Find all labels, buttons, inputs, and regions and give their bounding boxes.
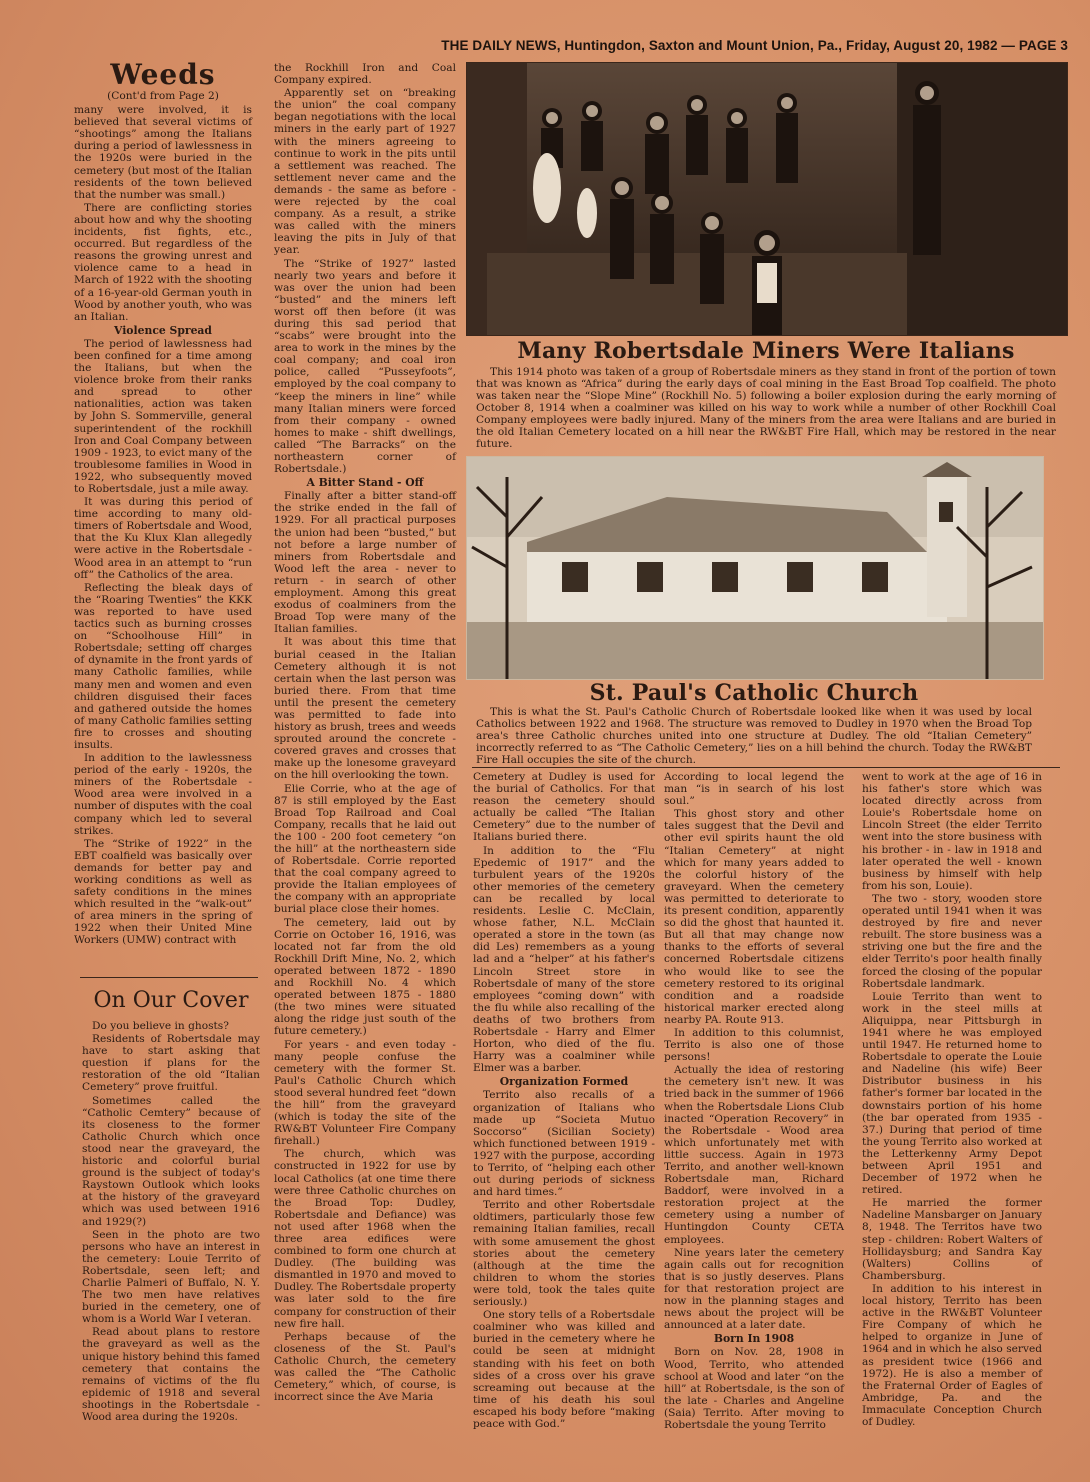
paragraph: Born on Nov. 28, 1908 in Wood, Territo, who attended school at Wood and later “on the hill” at Robertsdale, is the son of the late - Charles and Angeline (Saia) Territo. After moving to Robertsdale the young Territo <box>664 1346 844 1431</box>
paragraph: Do you believe in ghosts? <box>92 1020 229 1032</box>
paragraph: Territo also recalls of a organization of Italians who made up “Societa Mutuo Soccorso” (Sicilian Society) which functioned between 1919 - 1927 with the purpose, according to Territo, of “helping each other out during periods of sickness and hard times.” <box>473 1089 655 1199</box>
paragraph: The “Strike of 1927” lasted nearly two years and before it was over the union had been “busted” and the miners left worst off then before (it was during this sad period that “scabs” were brought into the area to work in the mines by the coal company; and coal iron police, called “Pusseyfoots”, employed by the coal company to “keep the miners in line” while many Italian miners were forced from their company - owned homes to make - shift dwellings, called “The Barracks” on the northeastern corner of Robertsdale.) <box>274 257 456 476</box>
paragraph: many were involved, it is believed that several victims of “shootings” among the Italians during a period of lawlessness in the 1920s were buried in the cemetery (but most of the Italian residents of the town believed that the number was small.) <box>74 104 252 201</box>
miners-photo-image <box>467 63 1067 335</box>
paragraph: This ghost story and other tales suggest that the Devil and other evil spirits haunt the old “Italian Cemetery” at night which for many years added to the colorful history of the graveyard. When the cemetery was permitted to deteriorate to its present condition, apparently so did the ghost that haunted it. But all that may change now thanks to the efforts of several concerned Robertsdale citizens who would like to see the cemetery restored to its original condition and a roadside historical marker erected along nearby PA. Route 913. <box>664 808 844 1026</box>
headline-weeds: Weeds <box>110 58 216 91</box>
masthead: THE DAILY NEWS, Huntingdon, Saxton and Mount Union, Pa., Friday, August 20, 1982 — PAGE 3 <box>441 38 1068 53</box>
paragraph: Finally after a bitter stand-off the strike ended in the fall of 1929. For all practical purposes the union had been “busted,” but not before a large number of miners from Robertsdale and Wood left the area - never to return - in search of other employment. Among this great exodus of coalminers from the Broad Top were many of the Italian families. <box>274 490 456 636</box>
paragraph: The two - story, wooden store operated until 1941 when it was destroyed by fire and never rebuilt. The store business was a striving one but the fire and the elder Territo's poor health finally forced the closing of the popular Robertsdale landmark. <box>862 892 1042 990</box>
paragraph: There are conflicting stories about how and why the shooting incidents, fist fights, etc., occurred. But regardless of the reasons the growing unrest and violence came to a head in March of 1922 with the shooting of a 16-year-old German youth in Wood by another youth, who was an Italian. <box>74 201 252 323</box>
photo1-headline: Many Robertsdale Miners Were Italians <box>517 338 1015 364</box>
paragraph: Seen in the photo are two persons who have an interest in the cemetery: Louie Territo of Robertsdale, seen left; and Charlie Palmeri of Buffalo, N. Y. The two men have relatives buried in the cemetery, one of whom is a World War I veteran. <box>82 1228 260 1326</box>
paragraph: The “Strike of 1922” in the EBT coalfield was basically over demands for better pay and working conditions as well as safety conditions in the mines which resulted in the “walk-out” of area miners in the spring of 1922 when their United Mine Workers (UMW) contract with <box>74 837 252 947</box>
subhead: Born In 1908 <box>713 1332 795 1346</box>
column-3 <box>473 771 655 1431</box>
column-weeds <box>74 58 252 948</box>
paragraph: He married the former Nadeline Mansbarger on January 8, 1948. The Territos have two step - children: Robert Walters of Hollidaysburg; and Sandra Kay (Walters) Collins of Chambersburg. <box>862 1197 1042 1282</box>
paragraph: Reflecting the bleak days of the “Roaring Twenties” the KKK was reported to have used tactics such as burning crosses on “Schoolhouse Hill” in Robertsdale; setting off charges of dynamite in the front yards of many Catholic families, while many men and women and even children disguised their faces and gathered outside the homes of many Catholic families setting fire to crosses and shouting insults. <box>74 581 252 751</box>
headline-on-our-cover: On Our Cover <box>93 988 249 1013</box>
paragraph: One story tells of a Robertsdale coalminer who was killed and buried in the cemetery where he could be seen at midnight standing with his feet on both sides of a cross over his grave screaming out because at the time of his death his soul escaped his body before “making peace with God.” <box>473 1309 655 1430</box>
paragraph: Perhaps because of the closeness of the St. Paul's Catholic Church, the cemetery was called the “The Catholic Cemetery,” which, of course, is incorrect since the Ave Maria <box>274 1330 456 1404</box>
paragraph: The period of lawlessness had been confined for a time among the Italians, but when the violence broke from their ranks and spread to other nationalities, action was taken by John S. Sommerville, general superintendent of the rockhill Iron and Coal Company between 1909 - 1923, to evict many of the troublesome families in Wood in 1922, who subsequently moved to Robertsdale, just a mile away. <box>74 337 252 495</box>
paragraph: In addition to his interest in local history, Territo has been active in the RW&BT Volunteer Fire Company of which he helped to organize in June of 1964 and in which he also served as president twice (1966 and 1972). He is also a member of the Fraternal Order of Eagles of Ambridge, Pa. and the Immaculate Conception Church of Dudley. <box>862 1282 1042 1428</box>
paragraph: For years - and even today - many people confuse the cemetery with the former St. Paul's Catholic Church which stood several hundred feet “down the hill” from the graveyard (which is today the site of the RW&BT Volunteer Fire Company firehall.) <box>274 1038 456 1148</box>
paragraph: Actually the idea of restoring the cemetery isn't new. It was tried back in the summer of 1966 when the Robertsdale Lions Club inacted “Operation Recovery” in the Robertsdale - Wood area which unfortunately met with little success. Again in 1973 Territo, and another well-known Robertsdale man, Richard Baddorf, were involved in a restoration project at the cemetery using a number of Huntingdon County CETA employees. <box>664 1064 844 1246</box>
subhead: A Bitter Stand - Off <box>306 476 424 490</box>
paragraph: In addition to this columnist, Territo is also one of those persons! <box>664 1026 844 1064</box>
paragraph: Louie Territo than went to work in the steel mills at Aliquippa, near Pittsburgh in 1941 where he was employed until 1947. He returned home to Robertsdale to operate the Louie and Nadeline (his wife) Beer Distributor business in his father's former bar located in the downstairs portion of his home (the bar operated from 1935 - 37.) During that period of time the young Territo also worked at the Letterkenny Army Depot between April 1951 and December of 1972 when he retired. <box>862 990 1042 1197</box>
caption-text: This is what the St. Paul's Catholic Church of Robertsdale looked like when it was used by local Catholics between 1922 and 1968. The structure was removed to Dudley in 1970 when the Broad Top area's three Catholic churches united into one structure at Dudley. The old “Italian Cemetery” incorrectly referred to as “The Catholic Cemetery,” lies on a hill behind the church. Today the RW&BT Fire Hall occupies the site of the church. <box>476 706 1032 766</box>
paragraph: It was during this period of time according to many old-timers of Robertsdale and Wood, that the Ku Klux Klan allegedly were active in the Robertsdale - Wood area in an attempt to “run off” the Catholics of the area. <box>74 496 252 581</box>
caption-text: This 1914 photo was taken of a group of Robertsdale miners as they stand in front of the portion of town that was known as “Africa” during the early days of coal mining in the East Broad Top coalfield. The photo was taken near the “Slope Mine” (Rockhill No. 5) following a boiler explosion during the early morning of October 8, 1914 when a coalminer was killed on his way to work while a number of other Rockhill Coal Company employees were badly injured. Many of the miners from the area were Italians and are buried in the old Italian Cemetery located on a hill near the RW&BT Fire Hall, which may be restored in the near future. <box>476 366 1056 450</box>
paragraph: Territo and other Robertsdale oldtimers, particularly those few remaining Italian families, recall with some amusement the ghost stories about the cemetery (although at the time the children to whom the stories were told, took the tales quite seriously.) <box>473 1199 655 1309</box>
paragraph: The cemetery, laid out by Corrie on October 16, 1916, was located not far from the old Rockhill Drift Mine, No. 2, which operated between 1872 - 1890 and Rockhill No. 4 which operated between 1875 - 1880 (the two mines were situated along the ridge just south of the future cemetery.) <box>274 916 456 1038</box>
paragraph: Nine years later the cemetery again calls out for recognition that is so justly deserves. Plans for that restoration project are now in the planning stages and news about the project will be announced at a later date. <box>664 1246 844 1332</box>
subhead: Violence Spread <box>114 323 212 337</box>
paragraph: Cemetery at Dudley is used for the burial of Catholics. For that reason the cemetery should actually be called “The Italian Cemetery” due to the number of Italians buried there. <box>473 771 655 844</box>
continued-note: (Cont'd from Page 2) <box>107 90 219 102</box>
paragraph: Apparently set on “breaking the union” the coal company began negotiations with the local miners in the early part of 1927 with the miners agreeing to continue to work in the pits until a settlement was reached. The settlement never came and the demands - the same as before - were rejected by the coal company. As a result, a strike was called with the miners leaving the pits in July of that year. <box>274 87 456 257</box>
column-5 <box>862 771 1042 1429</box>
paragraph: It was about this time that burial ceased in the Italian Cemetery although it is not certain when the last person was buried there. From that time until the present the cemetery was permitted to fade into history as brush, trees and weeds sprouted around the concrete - covered graves and crosses that make up the lonesome graveyard on the hill overlooking the town. <box>274 636 456 782</box>
paragraph: the Rockhill Iron and Coal Company expired. <box>274 62 456 87</box>
paragraph: went to work at the age of 16 in his father's store which was located directly across from Louie's Robertsdale home on Lincoln Street (the elder Territo went into the store business with his brother - in - law in 1918 and later operated the well - known business by himself with help from his son, Louie). <box>862 771 1042 892</box>
divider <box>80 977 258 978</box>
church-photo-image <box>467 457 1043 679</box>
church-photo <box>466 456 1044 680</box>
paragraph: In addition to the “Flu Epedemic of 1917” and the turbulent years of the 1920s other memories of the cemetery can be recalled by local residents. Leslie C. McClain, whose father, N.L. McClain operated a store in the town (as did Les) remembers as a young lad and a “helper” at his father's Lincoln Street store in Robertsdale of many of the store employees “coming down” with the flu while also recalling of the deaths of two brothers from Robertsdale - Harry and Elmer Horton, who died of the flu. Harry was a coalminer while Elmer was a barber. <box>473 844 655 1075</box>
photo2-caption <box>476 706 1032 766</box>
column-4 <box>664 771 844 1432</box>
paragraph: In addition to the lawlessness period of the early - 1920s, the miners of the Robertsdale - Wood area were involved in a number of disputes with the coal company which led to several strikes. <box>74 752 252 837</box>
photo1-caption <box>476 366 1056 450</box>
paragraph: Elie Corrie, who at the age of 87 is still employed by the East Broad Top Railroad and Coal Company, recalls that he laid out the 100 - 200 foot cemetery “on the hill” at the northeastern side of Robertsdale. Corrie reported that the coal company agreed to provide the Italian employees of the company with an appropriate burial place close their homes. <box>274 782 456 916</box>
paragraph: According to local legend the man “is in search of his lost soul.” <box>664 771 844 808</box>
paragraph: Residents of Robertsdale may have to start asking that question if plans for the restoration of the old “Italian Cemetery” prove fruitful. <box>82 1033 260 1094</box>
column-2 <box>274 62 456 1404</box>
paragraph: Sometimes called the “Catholic Cemtery” because of its closeness to the former Catholic Church which once stood near the graveyard, the historic and colorful burial ground is the subject of today's Raystown Outlook which looks at the history of the graveyard which was used between 1916 and 1929(?) <box>82 1094 260 1228</box>
photo2-headline: St. Paul's Catholic Church <box>589 680 919 706</box>
paragraph: The church, which was constructed in 1922 for use by local Catholics (at one time there were three Catholic churches on the Broad Top: Dudley, Robertsdale and Defiance) was not used after 1968 when the three area edifices were combined to form one church at Dudley. (The building was dismantled in 1970 and moved to Dudley. The Robertsdale property was later sold to the fire company for construction of their new fire hall. <box>274 1148 456 1330</box>
divider <box>472 767 1060 768</box>
paragraph: Read about plans to restore the graveyard as well as the unique history behind this famed cemetery that contains the remains of victims of the flu epidemic of 1918 and several shootings in the Robertsdale - Wood area during the 1920s. <box>82 1326 260 1423</box>
column-cover <box>82 988 260 1424</box>
miners-photo <box>466 62 1068 336</box>
subhead: Organization Formed <box>499 1075 629 1089</box>
